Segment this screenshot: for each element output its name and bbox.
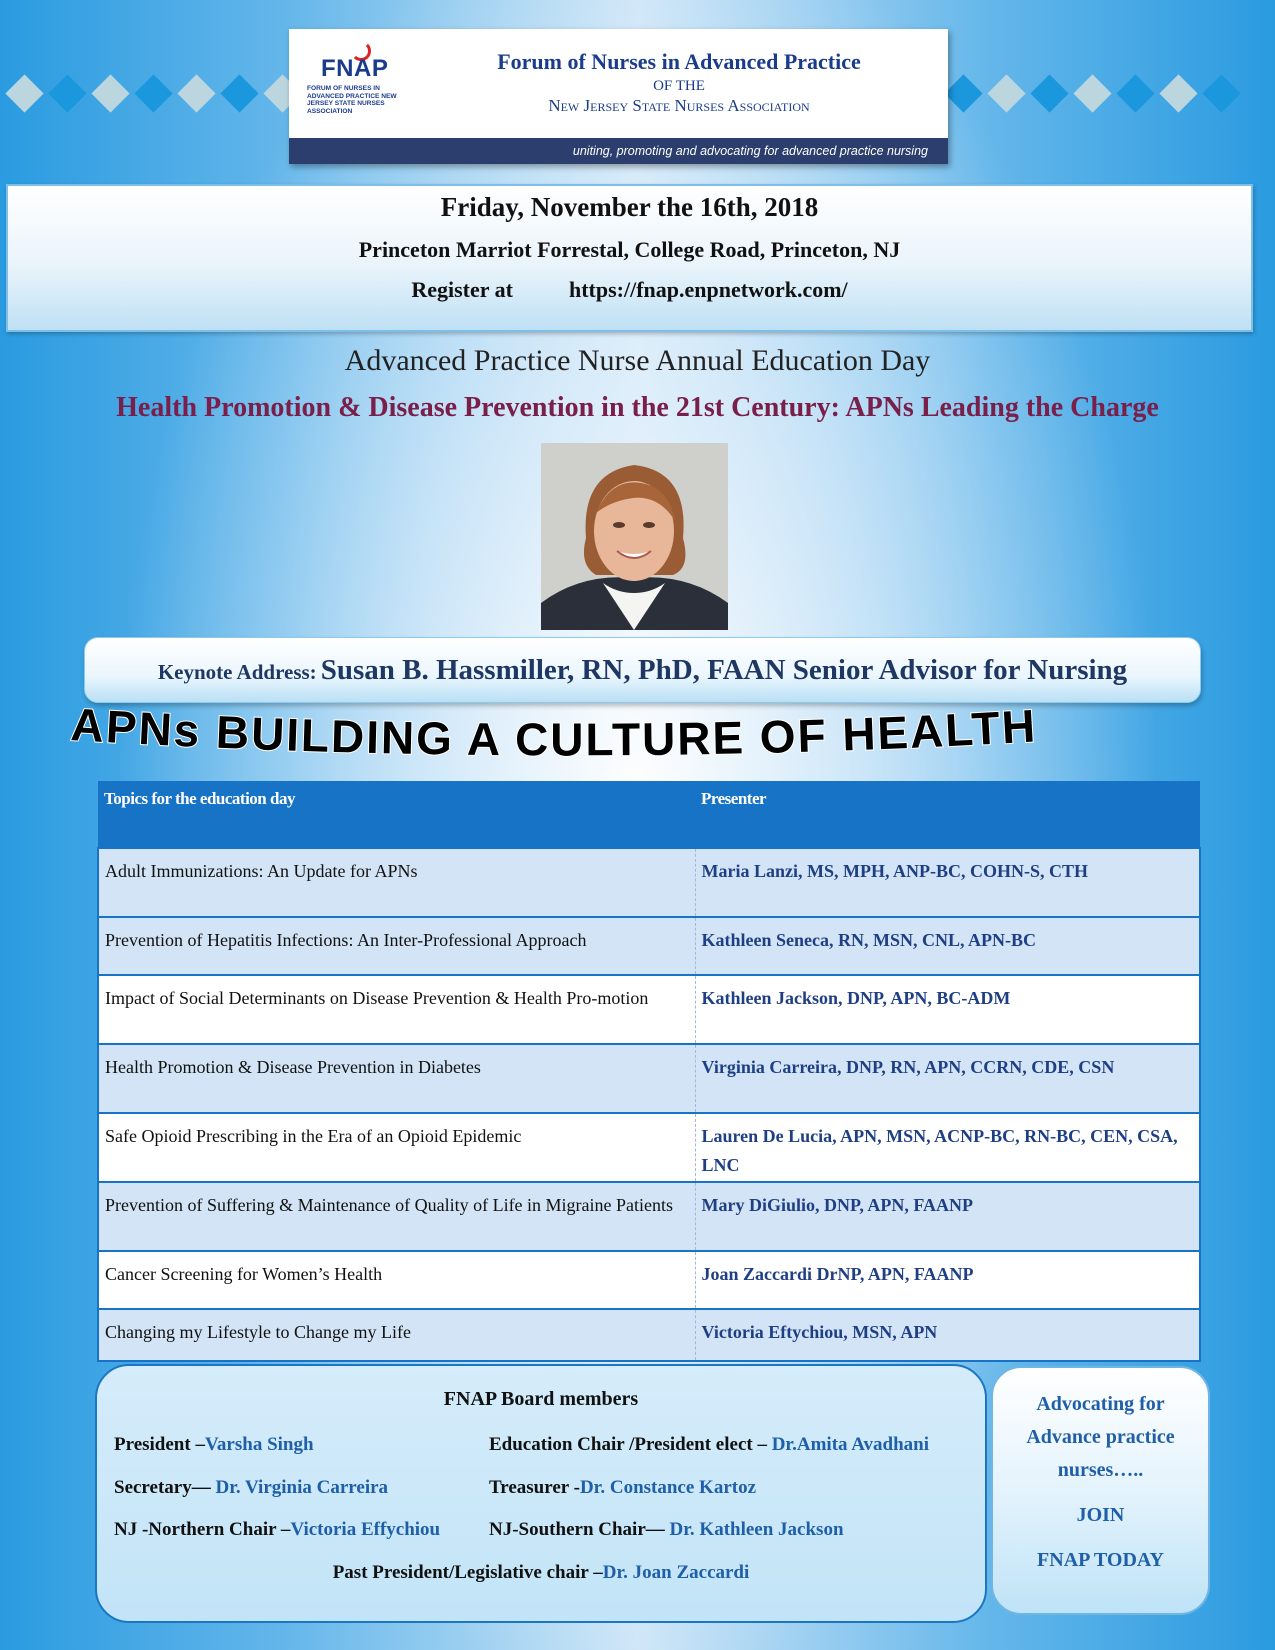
event-info-box [6, 184, 1253, 332]
join-fnap-callout[interactable] [991, 1366, 1210, 1615]
board-education-chair [489, 1434, 929, 1456]
board-member-name: Dr. Constance Kartoz [579, 1477, 757, 1498]
logo-title [419, 49, 939, 116]
table-row [98, 848, 1200, 917]
register-label: Register at [411, 277, 513, 302]
table-row [98, 917, 1200, 975]
table-row [98, 975, 1200, 1044]
presenter-cell: Kathleen Jackson, DNP, APN, BC-ADM [695, 975, 1200, 1044]
board-role-label: NJ -Northern Chair – [114, 1519, 291, 1540]
presenter-cell: Virginia Carreira, DNP, RN, APN, CCRN, CDE, CSN [695, 1044, 1200, 1113]
presenter-cell: Lauren De Lucia, APN, MSN, ACNP-BC, RN-BC, CEN, CSA, LNC [695, 1113, 1200, 1182]
topic-cell: Cancer Screening for Women’s Health [98, 1251, 695, 1309]
presenter-cell: Kathleen Seneca, RN, MSN, CNL, APN-BC [695, 917, 1200, 975]
table-row [98, 1251, 1200, 1309]
join-line3: nurses….. [1057, 1459, 1144, 1481]
register-link[interactable]: https://fnap.enpnetwork.com/ [568, 277, 848, 302]
table-header-presenter: Presenter [695, 781, 1200, 848]
board-member-name: Varsha Singh [204, 1434, 314, 1455]
keynote-speaker: Susan B. Hassmiller, RN, PhD, FAAN Senior Advisor for Nursing [320, 654, 1128, 686]
topic-cell: Changing my Lifestyle to Change my Life [98, 1309, 695, 1361]
board-member-name: Dr. Virginia Carreira [215, 1477, 389, 1498]
board-role-label: President – [114, 1434, 205, 1455]
headline-text: APNs BUILDING A CULTURE OF HEALTH [69, 700, 1039, 766]
board-treasurer [489, 1477, 756, 1499]
topic-cell: Adult Immunizations: An Update for APNs [98, 848, 695, 917]
board-role-label: Past President/Legislative chair – [332, 1562, 603, 1583]
board-role-label: NJ-Southern Chair— [489, 1519, 670, 1540]
table-row [98, 1182, 1200, 1251]
fnap-logo-banner [289, 29, 948, 164]
keynote-speaker-photo [541, 443, 728, 630]
table-row [98, 1113, 1200, 1182]
board-member-name: Dr. Kathleen Jackson [669, 1519, 844, 1540]
board-role-label: Treasurer - [489, 1477, 580, 1498]
fnap-logo-mark [299, 47, 411, 127]
board-members-box [95, 1364, 987, 1623]
board-member-name: Victoria Effychiou [290, 1519, 441, 1540]
board-role-label: Secretary— [114, 1477, 216, 1498]
topic-cell: Safe Opioid Prescribing in the Era of an Opioid Epidemic [98, 1113, 695, 1182]
board-northern-chair [114, 1519, 440, 1541]
join-line2: Advance practice [1026, 1426, 1175, 1448]
logo-tagline: uniting, promoting and advocating for advanced practice nursing [289, 138, 948, 164]
logo-title-line1: Forum of Nurses in Advanced Practice [497, 49, 861, 74]
topic-cell: Prevention of Hepatitis Infections: An Inter-Professional Approach [98, 917, 695, 975]
event-theme: Health Promotion & Disease Prevention in the 21st Century: APNs Leading the Charge [116, 392, 1159, 423]
keynote-label: Keynote Address: [157, 660, 317, 684]
topics-table [97, 781, 1201, 1362]
logo-small-text: FORUM OF NURSES IN ADVANCED PRACTICE NEW JERSEY STATE NURSES ASSOCIATION [307, 85, 397, 115]
svg-text:APNs BUILDING A CULTURE OF HE [69, 700, 1038, 765]
board-southern-chair [489, 1519, 844, 1541]
keynote-banner [84, 637, 1201, 703]
topic-cell: Prevention of Suffering & Maintenance of Quality of Life in Migraine Patients [98, 1182, 695, 1251]
topic-cell: Impact of Social Determinants on Disease Prevention & Health Pro-motion [98, 975, 695, 1044]
presenter-cell: Victoria Eftychiou, MSN, APN [695, 1309, 1200, 1361]
register-line [8, 277, 1251, 303]
decorative-diamonds-right [945, 76, 1240, 112]
board-member-name: Dr. Joan Zaccardi [602, 1562, 750, 1583]
board-member-name: Dr.Amita Avadhani [771, 1434, 930, 1455]
table-header-topics: Topics for the education day [98, 781, 695, 848]
logo-title-line2: OF THE [653, 78, 705, 94]
board-president [114, 1434, 314, 1456]
board-secretary [114, 1477, 388, 1499]
event-venue: Princeton Marriot Forrestal, College Road, Princeton, NJ [358, 237, 901, 262]
topic-cell: Health Promotion & Disease Prevention in Diabetes [98, 1044, 695, 1113]
logo-title-line3: New Jersey State Nurses Association [548, 96, 810, 115]
presenter-cell: Maria Lanzi, MS, MPH, ANP-BC, COHN-S, CTH [695, 848, 1200, 917]
board-role-label: Education Chair /President elect – [489, 1434, 772, 1455]
table-row [98, 1309, 1200, 1361]
annual-title: Advanced Practice Nurse Annual Education Day [344, 344, 931, 377]
presenter-cell: Joan Zaccardi DrNP, APN, FAANP [695, 1251, 1200, 1309]
board-past-president [97, 1562, 985, 1584]
join-line5: FNAP TODAY [1037, 1549, 1164, 1571]
event-date: Friday, November the 16th, 2018 [440, 192, 819, 222]
join-line1: Advocating for [1036, 1393, 1165, 1415]
decorative-diamonds-left [6, 76, 301, 112]
presenter-cell: Mary DiGiulio, DNP, APN, FAANP [695, 1182, 1200, 1251]
table-row [98, 1044, 1200, 1113]
headline-wordart [0, 700, 1275, 780]
logo-acronym: FNAP [321, 55, 389, 82]
join-line4: JOIN [1076, 1504, 1125, 1526]
board-title: FNAP Board members [443, 1388, 639, 1410]
table-header-row [98, 781, 1200, 848]
